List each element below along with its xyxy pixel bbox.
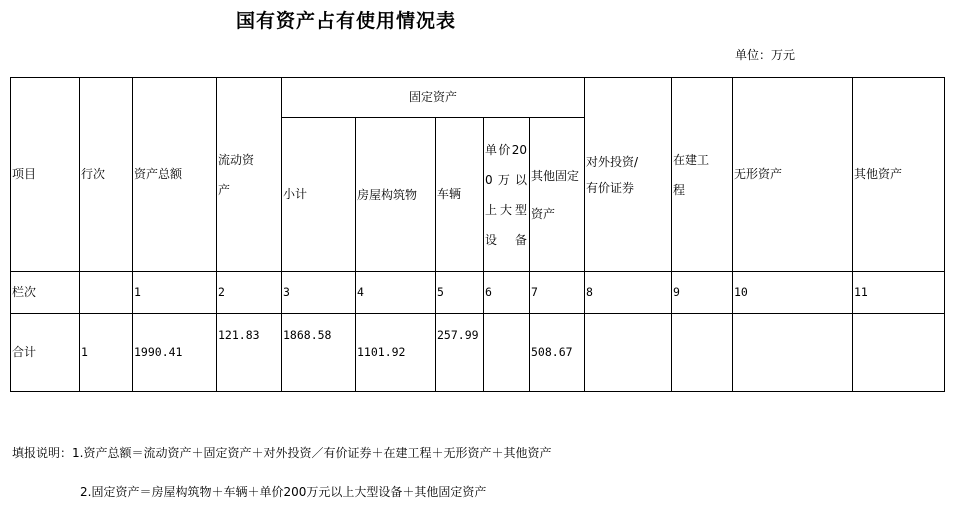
- column-number: 5: [436, 272, 484, 314]
- total-row-label: 合计: [11, 314, 80, 392]
- column-number: 10: [733, 272, 853, 314]
- buildings-value: 1101.92: [356, 314, 436, 392]
- header-vehicles: 车辆: [436, 118, 484, 272]
- header-other-assets: 其他资产: [853, 78, 945, 272]
- intangible-value: [733, 314, 853, 392]
- current-assets-value: 121.83: [217, 314, 282, 392]
- column-number: 9: [672, 272, 733, 314]
- note-1: 填报说明：1.资产总额＝流动资产＋固定资产＋对外投资／有价证券＋在建工程＋无形资产＋其他资产: [12, 446, 552, 460]
- column-row-no: [80, 272, 133, 314]
- other-fixed-value: 508.67: [530, 314, 585, 392]
- column-number: 11: [853, 272, 945, 314]
- header-large-equipment-label: 单价200万以上大型设备: [485, 142, 527, 247]
- column-number: 4: [356, 272, 436, 314]
- column-number: 1: [133, 272, 217, 314]
- total-assets-value: 1990.41: [133, 314, 217, 392]
- unit-label: 单位：万元: [735, 48, 796, 62]
- total-row-no: 1: [80, 314, 133, 392]
- header-investment-label: 对外投资/有价证券: [586, 154, 639, 195]
- header-buildings-label: 房屋构筑物: [357, 187, 418, 202]
- header-investment: [585, 78, 672, 272]
- header-total: 资产总额: [133, 78, 217, 272]
- header-construction: [672, 78, 733, 272]
- column-number: 3: [282, 272, 356, 314]
- column-row-label: 栏次: [11, 272, 80, 314]
- large-equipment-value: [484, 314, 530, 392]
- vehicles-value: 257.99: [436, 314, 484, 392]
- header-fixed-subtotal: 小计: [282, 118, 356, 272]
- page-title: 国有资产占有使用情况表: [236, 10, 457, 32]
- header-current-assets-label: 流动资产: [218, 152, 255, 197]
- column-number: 6: [484, 272, 530, 314]
- column-number: 7: [530, 272, 585, 314]
- fixed-subtotal-value: 1868.58: [282, 314, 356, 392]
- column-number: 8: [585, 272, 672, 314]
- note-2: 2.固定资产＝房屋构筑物＋车辆＋单价200万元以上大型设备＋其他固定资产: [80, 485, 487, 499]
- header-item: 项目: [11, 78, 80, 272]
- column-number: 2: [217, 272, 282, 314]
- construction-value: [672, 314, 733, 392]
- header-row-no: 行次: [80, 78, 133, 272]
- header-other-fixed: [530, 118, 585, 272]
- investment-value: [585, 314, 672, 392]
- header-buildings: [356, 118, 436, 272]
- header-fixed-assets-group: 固定资产: [282, 78, 585, 118]
- table-row: [11, 272, 945, 314]
- header-intangible: 无形资产: [733, 78, 853, 272]
- header-construction-label: 在建工程: [673, 152, 710, 197]
- header-other-fixed-label: 其他固定资产: [531, 168, 580, 221]
- other-assets-value: [853, 314, 945, 392]
- table-row: [11, 314, 945, 392]
- header-large-equipment: [484, 118, 530, 272]
- asset-table: [10, 77, 945, 392]
- header-current-assets: [217, 78, 282, 272]
